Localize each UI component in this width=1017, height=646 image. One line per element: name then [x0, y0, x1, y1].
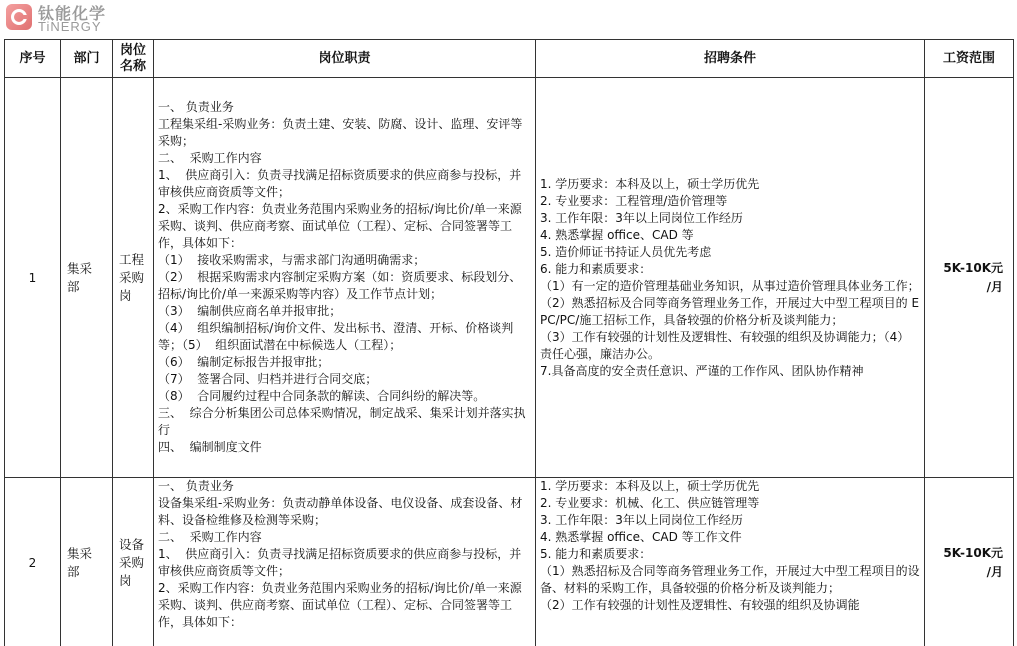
row-salary: 5K-10K元 /月 [925, 78, 1014, 478]
row-requirements: 1. 学历要求：本科及以上，硕士学历优先 2. 专业要求：工程管理/造价管理等 3. 工作年限：3年以上同岗位工作经历 4. 熟悉掌握 office、CAD 等 5. 造价师证书持证人员优先考虑 6. 能力和素质要求： （1）有一定的造价管理基础业务知识，从事过造价管理具体业务工作； （2）熟悉招标及合同等商务管理业务工作，开展过大中型工程项目的 EPC/PC/施工招标工作，具备较强的价格分析及谈判能力； （3）工作有较强的计划性及逻辑性、有较强的组织及协调能力；（4）责任心强，廉洁办公。 7.具备高度的安全责任意识、严谨的工作作风、团队协作精神 [536, 78, 925, 478]
table-header-row [5, 40, 1014, 78]
table-row [5, 478, 1014, 646]
row-duty: 一、 负责业务 设备集采组-采购业务：负责动静单体设备、电仪设备、成套设备、材料、设备检维修及检测等采购； 二、 采购工作内容 1、 供应商引入：负责寻找满足招标资质要求的供应商参与投标，并审核供应商资质等文件； 2、采购工作内容：负责业务范围内采购业务的招标/询比价/单一来源采购、谈判、供应商考察、面试单位（工程）、定标、合同签署等工作，具体如下： [154, 478, 536, 646]
row-role: 工程 采购 岗 [113, 78, 154, 478]
row-requirements: 1. 学历要求：本科及以上，硕士学历优先 2. 专业要求：机械、化工、供应链管理等 3. 工作年限：3年以上同岗位工作经历 4. 熟悉掌握 office、CAD 等工作文件 5. 能力和素质要求： （1）熟悉招标及合同等商务管理业务工作，开展过大中型工程项目的设备、材料的采购工作，具备较强的价格分析及谈判能力； （2）工作有较强的计划性及逻辑性、有较强的组织及协调能 [536, 478, 925, 646]
header-role: 岗位 名称 [113, 40, 154, 78]
row-salary: 5K-10K元 /月 [925, 478, 1014, 646]
header-duty: 岗位职责 [154, 40, 536, 78]
header-index: 序号 [5, 40, 61, 78]
table-row [5, 78, 1014, 478]
row-role: 设备 采购 岗 [113, 478, 154, 646]
header-req: 招聘条件 [536, 40, 925, 78]
row-duty: 一、 负责业务 工程集采组-采购业务：负责土建、安装、防腐、设计、监理、安评等采购； 二、 采购工作内容 1、 供应商引入：负责寻找满足招标资质要求的供应商参与投标，并审核供应商资质等文件； 2、采购工作内容：负责业务范围内采购业务的招标/询比价/单一来源采购、谈判、供应商考察、面试单位（工程）、定标、合同签署等工作，具体如下： （1） 接收采购需求，与需求部门沟通明确需求； （2） 根据采购需求内容制定采购方案（如：资质要求、标段划分、招标/询比价/单一来源采购等内容）及工作节点计划； （3） 编制供应商名单并报审批； （4） 组织编制招标/询价文件、发出标书、澄清、开标、价格谈判等；（5） 组织面试潜在中标候选人（工程）； （6） 编制定标报告并报审批； （7） 签署合同、归档并进行合同交底； （8） 合同履约过程中合同条款的解读、合同纠纷的解决等。 三、 综合分析集团公司总体采购情况，制定战采、集采计划并落实执行 四、 编制制度文件 [154, 78, 536, 478]
brand-header [0, 0, 1017, 38]
brand-logo-icon [6, 4, 32, 30]
row-index: 1 [5, 78, 61, 478]
brand-name-en: TiNERGY [38, 19, 102, 34]
job-table [4, 39, 1014, 646]
brand-name-cn: 钛能化学 [38, 4, 107, 23]
row-dept: 集采 部 [61, 478, 113, 646]
header-salary: 工资范围 [925, 40, 1014, 78]
row-index: 2 [5, 478, 61, 646]
row-dept: 集采 部 [61, 78, 113, 478]
header-dept: 部门 [61, 40, 113, 78]
